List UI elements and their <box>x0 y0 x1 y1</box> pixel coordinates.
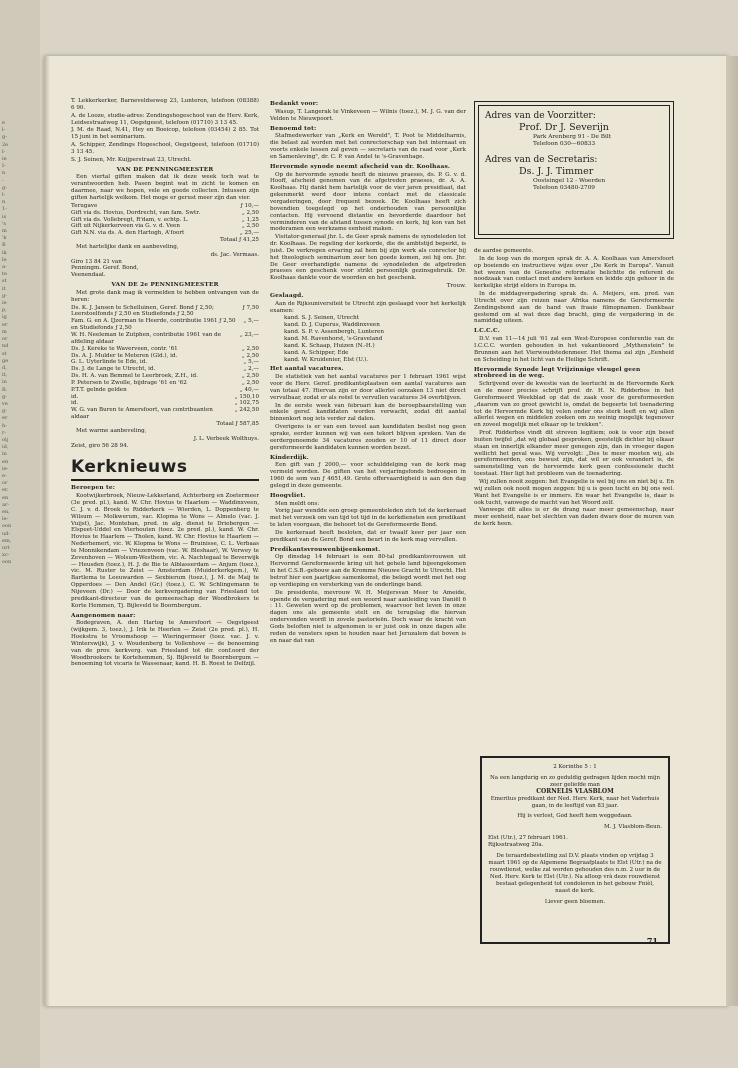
donation-desc: Ds. A. J. Mulder te Meteren (Gld.), id. <box>71 352 178 359</box>
donation-desc: Ds. J. Kereke te Waverveen, contr. '61 <box>71 345 178 352</box>
death-intro: Na een langdurig en zo geduldig gedragen lijden mocht mijn zeer geliefde man <box>489 774 660 788</box>
bleed-fragment: g- <box>2 184 7 191</box>
donation-row <box>71 223 259 230</box>
donation-row <box>71 387 259 394</box>
bleed-fragment: oij <box>2 436 9 443</box>
bleed-fragment: h- <box>2 422 7 429</box>
bleed-fragment: I- <box>2 163 6 170</box>
hoogvliet-heading: Hoogvliet. <box>270 492 306 499</box>
synode-heading: Hervormde synode neemt afscheid van dr. Koolhaas. <box>270 163 451 170</box>
donation-amount: „ 2,50 <box>241 373 259 380</box>
bleed-fragment: B <box>2 242 6 249</box>
bleed-fragment: ik <box>2 249 7 256</box>
secretaris-street: Oostsingel 12 - Woerden <box>533 178 606 184</box>
donation-row <box>71 346 259 353</box>
benoemd-heading: Benoemd tot: <box>270 125 317 132</box>
donation-desc: id. <box>71 400 79 407</box>
bleed-fragment: er. <box>2 487 9 494</box>
secretaris-name: Ds. J. J. Timmer <box>519 166 594 177</box>
bleed-fragment: n <box>2 199 6 206</box>
donation-desc: Terugave <box>71 202 98 209</box>
bleed-fragment: ud- <box>2 530 11 537</box>
donation-row <box>71 407 259 421</box>
column-2 <box>270 98 466 998</box>
vacatures-para-2: In de eerste week van februari kan de beroepbaarstelling van enkele geref. kandidaten worden verwacht, zodat dit aantal binnenkort nog iets verder zal dalen. <box>270 402 466 423</box>
donation-desc: Ds. H. A. van Bemmel te Leerbroek, Z.H., id. <box>71 373 198 380</box>
voorzitter-name: Prof. Dr J. Severijn <box>519 122 609 133</box>
bleed-fragment: or <box>2 336 8 343</box>
donation-desc: Gift uit Nijkerkerveen via G. v. d. Veen <box>71 223 180 230</box>
donation-amount: „ 5,— <box>243 359 259 366</box>
synode-para-1: Op de hervormde synode heeft de nieuwe praeses, ds. P. G. v. d. Hooff, afscheid genomen van de afgetreden praeses, dr. A. A. Koolhaas. Hij dankt hem hartelijk voor de vier jaren presidiaat, dat gekenmerkt werd door intens contact met de classicale vergaderingen, door frequent bezoek. Dr. Koolhaas heeft zich bovendien toegelegd op het onderhouden van persoonlijke contacten. Hij vervoend distantie en bevorderde daardoor het verminderen van de afstand tussen synode en kerk, hij kon van het moderamen een werkzame eenheid maken. <box>270 171 466 233</box>
geslaagd-list <box>270 315 466 363</box>
bleed-fragment: em, <box>2 537 12 544</box>
death-widow: M. J. Vlasblom-Beun. <box>603 824 662 831</box>
bleed-fragment: st <box>2 278 7 285</box>
donation-row <box>71 380 259 387</box>
address-box <box>474 101 674 239</box>
bleed-fragment: xc- <box>2 552 10 559</box>
bleed-fragment: ie <box>2 156 7 163</box>
bleed-fragment: id, <box>2 444 9 451</box>
donation-desc: id. <box>71 393 79 400</box>
bleed-fragment: urt <box>2 544 10 551</box>
donation-row <box>71 217 259 224</box>
bleed-fragment: l- <box>2 148 6 155</box>
bleed-fragment: e- <box>2 472 7 479</box>
newspaper-page <box>44 56 728 1006</box>
bleed-fragment: 1- <box>2 206 7 213</box>
bleed-fragment: er <box>2 321 8 328</box>
bedankt-text: Wasup, T. Langerak te Vinkeveen — Wilnis (toez.), M. J. G. van der Velden te Nieuwpoort. <box>270 108 466 122</box>
bleed-fragment: in <box>2 451 7 458</box>
giro-line: Giro 13 84 21 van <box>71 258 122 265</box>
bleed-fragment: ie <box>2 300 7 307</box>
donation-desc: W. G. van Buren te Amersfoort, van contribuanten aldaar <box>71 407 213 421</box>
donation-amount: „ 40,— <box>239 386 259 393</box>
address-entry: A. de Looze, studie-adres: Zendingshogeschool van de Herv. Kerk, Leidsestraatweg 11, Oegstgeest, telefoon (01710) 3 13 45. <box>71 112 259 126</box>
vacatures-para-1: De statistiek van het aantal vacatures per 1 februari 1961 wijst voor de Herv. Geref. predikantsplaatsen een aantal vacatures aan van totaal 47. Hiervan zijn er door allerlei oorzaken 13 niet direct vervulbaar, zodat er als reëel te vervullen vacatures 34 overblijven. <box>270 374 466 401</box>
donation-row <box>71 305 259 319</box>
bleed-fragment: n <box>2 170 6 177</box>
vleugel-para-2: Prof. Ridderbos vindt dit streven legitiem; ook is voor zijn besef buiten twijfel „dat wij globaal gesproken, geestelijk dichter bij elkaar staan en innerlijk elkander meer genegen zijn, dan in vroeger dagen wellicht het geval was. Wij vervolgt: „Des te meer moeten wij, als gereformeerden, ons bewust zijn, dat wil er ook verandert is, de samenstelling van de hervormde kerk geen confessionele ducht toestaat. Hier ligt het probleem van de toenadering. <box>474 430 674 478</box>
hoogvliet-para-2: De kerkeraad heeft besloten, dat er twaalf keer per jaar een predikant van de Geref. Bond een beurt in de kerk mag vervullen. <box>270 529 466 543</box>
penningmeester2-total: Totaal ƒ 587,85 <box>216 420 259 427</box>
predikants-para-2: De presidente, mevrouw W. H. Meijersvan Meer te Ameide, opende de vergadering met een woord naar aanleiding van Daniël 6 : 11. Geweten werd op de problemen, waarvoor het leven in onze dagen ons als gemeente stelt en de terugslag die hiervan ondervonden wordt in zovele pastorieën. Doch waar de kracht van Gods beloften niet is afgenomen is er juist ook in onze dagen alle reden de vensters open te houden naar het Jeruzalem dat boven is en naar dat van <box>270 589 466 644</box>
donation-desc: Ds. K. J. Jansen te Schelluinen, Geref. Bond ƒ 2,50; Leerstoelfonds ƒ 2,50 en Studiefonds ƒ 2,50 <box>71 304 214 318</box>
donation-desc: Fam. G. en A. IJzerman te Heerde, contributie 1961 ƒ 2,50 en Studiefonds ƒ 2,50 <box>71 318 236 332</box>
bleed-fragment: 'k <box>2 235 7 242</box>
page-gutter-shadow <box>44 56 50 1006</box>
bleed-fragment: or <box>2 480 8 487</box>
death-closing: Liever geen bloemen. <box>544 898 606 905</box>
donation-row <box>71 353 259 360</box>
adjacent-page-bleed <box>0 0 40 1068</box>
penningmeester2-intro: Met grote dank mag ik vermelden te hebben ontvangen van de heren: <box>71 289 259 303</box>
donation-desc: Gift via ds. Vollebregt, R'dam, v. echtp. L. <box>71 216 189 223</box>
penningmeester2-signer: J. L. Verbeek Wolthuys. <box>193 435 259 442</box>
donation-desc: P.T.T. gelnde gelden <box>71 386 127 393</box>
bleed-fragment: 's <box>2 220 6 227</box>
bleed-fragment: B. <box>2 386 8 393</box>
donation-amount: „ 23,— <box>239 332 259 338</box>
geslaagd-item: kand. S. P. v. Assenbergh, Lunteren <box>284 329 384 336</box>
kinderdijk-heading: Kinderdijk. <box>270 454 309 461</box>
bleed-fragment: l- <box>2 127 6 134</box>
donation-row <box>71 366 259 373</box>
voorzitter-phone: Telefoon 030—60833 <box>533 141 596 147</box>
bleed-fragment: oon <box>2 523 12 530</box>
donation-amount: „ 5,— <box>243 318 259 325</box>
bleed-fragment: l- <box>2 192 6 199</box>
penningmeester2-giro: Zeist, giro 56 28 94. <box>71 442 129 449</box>
penningmeester-rows <box>71 203 259 237</box>
vleugel-para-1: Schrijvend over de kwestie van de leertucht in de Hervormde Kerk en de meer precies schrijft prof. dr. H. N. Ridderbos in het Gereformeerd Weekblad op dat de zaak voor de gereformeerden „daarom van zo groot gewicht is, omdat de begeerte tot toenadering tot de Hervormde Kerk bij velen onder ons sterk leeft en wij allen allerlei wegen en middelen zoeken om zo weinig mogelijk tegenover en zoveel mogelijk met elkaar op te trekken". <box>474 381 674 429</box>
bleed-fragment: er <box>2 415 8 422</box>
address-entry: S. J. Seinen, Mr. Kuijperstraat 23, Utrecht. <box>71 156 192 163</box>
beroepen-heading: Beroepen te: <box>71 485 116 492</box>
bleed-fragment: p, <box>2 307 7 314</box>
vacatures-heading: Het aantal vacatures. <box>270 366 344 373</box>
aangenomen-heading: Aangenomen naar: <box>71 612 136 619</box>
geslaagd-item: kand. S. J. Seinen, Utrecht <box>284 315 359 322</box>
geslaagd-heading: Geslaagd. <box>270 292 304 299</box>
secretaris-phone: Telefoon 03480-2709 <box>533 185 595 191</box>
donation-desc: P. Petersen te Zwolle, bijdrage '61 en '62 <box>71 379 187 386</box>
aangenomen-text: Bodegraven, A. den Hartog te Amersfoort — Oegstgeest (wijkgem. 3, toez.), J. Irik te Heerlen — Zeist (2e pred. pl.), H. Hoekstra te Vroomshoop — Wieringermeer (toez. vac. J. v. Winterswijk), J. v. Woudenberg te Vollenhove — de benoeming van de prov. kerkverg. van Friesland tot dir. conf.oord der Woodbrookers te Kortehemmen, Sj. Bijleveld te Boornbergum — benoeming tot vicaris te Wassenaar, kand. H. B. Roest te Delfzijl. <box>71 620 259 668</box>
geslaagd-item: kand. M. Ravenhorst, 's-Graveland <box>284 336 383 342</box>
kerknieuws-rule <box>71 479 259 481</box>
predikants-para-1: Op dinsdag 14 februari is een 80-tal predikantsvrouwen uit Hervormd Gereformeerde kring uit het gehele land bijeengekomen in het C.S.B.-gebouw aan de Kromme Nieuwe Gracht te Utrecht. Het betrof hier een jaarlijkse samenkomst, die belegd wordt met het oog op verdieping en versterking van de onderlinge band. <box>270 554 466 588</box>
donation-amount: ƒ 10,— <box>240 202 259 209</box>
geslaagd-item: kand. K. Schaap, Huizen (N.-H.) <box>284 342 375 349</box>
donation-amount: „ 2,50 <box>241 345 259 352</box>
donation-amount: „ 1,25 <box>241 216 259 223</box>
bleed-fragment: m <box>2 228 7 235</box>
synode-para-2: Visitator-generaal jhr. L. de Geer sprak namens de synodeleden tot dr. Koolhaas. De regeling der kerkorde, die de ambtstijd beperkt, is juist. De verkregen ervaring zal hem bij zijn werk als conrector bij het theologisch seminarium zeer ten goede komen, zei hij om. Jhr. De Geer overhandigde namens de synodeleden de afgetreden praeses een geschenk voor strikt persoonlijk gezinsgebruik. Dr. Koolhaas dankte voor de woorden en het geschenk. <box>270 234 466 282</box>
secretaris-title: Adres van de Secretaris: <box>485 155 598 165</box>
cont-para-3: In de middagvergadering sprak ds. A. Meijers, em. pred. van Utrecht over zijn reizen naar Afrika namens de Gereformeerde Zendingsbond aan de hand van fraaie filmopnamen. Dankbaar gestemd om al wat deze dag bracht, ging de vergadering in de namiddag uiteen. <box>474 291 674 325</box>
geslaagd-item: kand. W. Kruidenier, Elst (U.). <box>284 356 369 363</box>
bleed-fragment: te <box>2 271 7 278</box>
address-entry: J. M. de Raad, N.41, Hey en Boeicop, telefoon (03454) 2 85. Tot 15 juni in het seminarium. <box>71 127 259 141</box>
iccc-text: D.V. van 11—14 juli '61 zal een West-Europese conferentie van de I.C.C.C. worden gehouden in het vakantieoord „Mythenstein" te Brunnen aan het Vierwoudstedenmeer. Het thema zal zijn „Eenheid en Scheiding in het licht van de Heilige Schrift. <box>474 336 674 363</box>
beroepen-text: Kootwijkerbroek, Nieuw-Lekkerland, Achterberg en Zoetermeer (3e pred. pl.), kand. W. Chr. Hovius te Haarlem — Waddinxveen, C. J. v. d. Broek te Ridderkerk — Wierden, L. Doppenberg te Wilsum — Molkwerum, vac. Klopma te Wons — Almelo (vac. J. Vuijst), Jac. Monteban, pred. in alg. dienst te Driebergen — Elspeet-Uddel en Vierhouten (toez. 2e pred. pl.), kand. W. Chr. Hovius te Haarlem — Tholen, kand. W. Chr. Hovius te Haarlem — Nederhemert, vic. W. Klopma te Wons — Bruinisse, C. L. Verbaas te Monnikendam — Vriezenveen (vac. W. Bleshaar), W. Verwey te Zevenhoven — Wolsum-Westhem, vic. A. Nachtegaal te Beverwijk — Heusden (toez.), H. J. de Bie te Alblasserdam — Anjum (toez.), vic. M. Ruster te Zeist — Amsterdam (Muiderkerkgem.), W. Bartlema te Leeuwarden — Sexbierum (toez.), J. M. de Maij te Opperdoes — Den Andel (Gr.) (toez.), C. W. Schlingemann te Nijeveen (Dr.) — Door de kerkvergadering van Friesland tot predikant-directeur van de gemeenschap der Woodbrokers te Korte Hemmen, Tj. Bijleveld te Boornbergum. <box>71 493 259 609</box>
bleed-fragment: en <box>2 458 9 465</box>
penningmeester2-thanks: Met warme aanbeveling, <box>76 427 147 434</box>
column-1 <box>71 98 259 998</box>
bleed-fragment: a- <box>2 264 7 271</box>
vacatures-para-3: Overigens is er van een teveel aan kandidaten beslist nog geen sprake, eerder kunnen wij van een tekort blijven spreken. Van de eerdergenoemde 34 vacatures zouden er 10 of 11 direct door gereformeerde kandidaten kunnen worden bezet. <box>270 424 466 451</box>
donation-row <box>71 359 259 366</box>
bleed-fragment: g- <box>2 134 7 141</box>
address-list <box>71 98 259 164</box>
death-quote: Hij is verlost, God heeft hem weggedaan. <box>517 813 633 820</box>
donation-desc: G. L. Uyterlinde te Ede, id. <box>71 359 148 366</box>
cont-para-2: In de loop van de morgen sprak dr. A. A. Koolhaas van Amersfoort op boeiende en instructieve wijze over „De Kerk in Europa". Vanuit het wezen van de Geneefse reformatie belichtte de referent de noodzaak van contact met andere kerken en leidde zijn gehoor in de kerkelijke strijd elders in Europa in. <box>474 255 674 290</box>
donation-amount: „ 2,— <box>243 366 259 373</box>
address-entry: T. Lekkerkerker, Barneveldseweg 23, Lunteren, telefoon (08388) 6 90. <box>71 98 259 111</box>
bleed-fragment: it <box>2 285 6 292</box>
donation-amount: „ 2,50 <box>241 223 259 230</box>
penningmeester-thanks: Met hartelijke dank en aanbeveling, <box>76 243 179 250</box>
bleed-fragment: ar- <box>2 501 10 508</box>
penningmeester-intro: Een viertal giften maken dat ik deze week toch wat te verantwoorden heb. Pasen begint wat in zicht te komen en daarmee, naar we hopen, vele en goede collecten. Intussen zijn giften hartelijk welkom. Het moge er gerust meer zijn dan vier. <box>71 174 259 201</box>
voorzitter-title: Adres van de Voorzitter: <box>485 111 596 121</box>
donation-amount: „ 150,10 <box>234 393 259 400</box>
penningmeester2-heading: VAN DE 2e PENNINGMEESTER <box>111 282 219 289</box>
vleugel-para-4: Vanwege dit alles is er de drang naar meer gemeenschap, naar meer eenheid, naar het slechten van daden dwars door de muren van de kerk heen. <box>474 507 674 528</box>
donation-amount: „ 2,50 <box>241 352 259 359</box>
penningmeester-signer: ds. Jac. Vermaas. <box>210 251 259 258</box>
bedankt-heading: Bedankt voor: <box>270 101 319 107</box>
address-entry: A. Schipper, Zendings Hogeschool, Oegstgeest, telefoon (01710) 3 13 45. <box>71 142 259 155</box>
death-verse: 2 Korinthe 5 : 1 <box>553 764 597 770</box>
bleed-fragment: 2e <box>2 141 9 148</box>
page-number: 71 <box>646 936 658 946</box>
penningmeester-giro <box>71 259 259 280</box>
donation-row <box>71 230 259 237</box>
hoogvliet-sub: Men meldt ons: <box>275 500 320 507</box>
donation-row <box>71 203 259 210</box>
donation-desc: Ds. J. de Lange te Utrecht, id. <box>71 366 156 373</box>
death-desc: Emeritus predikant der Ned. Herv. Kerk, naar het Vaderhuis gaan, in de leeftijd van 83 jaar. <box>490 795 660 809</box>
penningmeester2-rows <box>71 305 259 421</box>
bleed-fragment: e <box>2 120 5 126</box>
bleed-fragment: g- <box>2 292 7 299</box>
kerknieuws-masthead <box>71 457 259 481</box>
vleugel-para-3: Wij zullen nooit zeggen: het Evangelie is wel bij ons en niet bij u. En wij zullen ook nooit mogen zeggen: bij u is geen tucht en bij ons wel. Want het Evangelie is er immers. En waar het Evangelie is, daar is ook tucht, vanwege de macht van het Woord zelf. <box>474 479 674 506</box>
donation-amount: „ 102,75 <box>234 400 259 407</box>
cont-para-1: de aardse gemeente. <box>474 248 534 254</box>
bleed-fragment: it, <box>2 372 8 379</box>
bleed-fragment: en <box>2 494 9 501</box>
bleed-fragment: st <box>2 350 7 357</box>
kerknieuws-title: Kerknieuws <box>71 457 188 478</box>
donation-row <box>71 394 259 401</box>
geslaagd-item: kand. D. J. Cuperus, Waddinxveen <box>284 322 380 329</box>
bleed-fragment: g- <box>2 408 7 415</box>
donation-desc: Gift via ds. Hovius, Dordrecht, van fam. Swtr. <box>71 209 201 216</box>
bleed-fragment: ge <box>2 357 9 364</box>
bleed-fragment: en, <box>2 508 10 515</box>
geslaagd-intro: Aan de Rijksuniversiteit te Utrecht zijn geslaagd voor het kerkelijk examen: <box>270 300 466 314</box>
predikants-heading: Predikantsvrouwenbijeenkomst. <box>270 546 381 553</box>
bleed-fragment: ie- <box>2 465 9 472</box>
bleed-fragment: nd <box>2 343 9 350</box>
donation-amount: „ 2,50 <box>241 379 259 386</box>
bleed-fragment: ig <box>2 314 7 321</box>
bleed-fragment: g- <box>2 393 7 400</box>
donation-row <box>71 400 259 407</box>
giro-line: Veenendaal. <box>71 272 106 279</box>
bleed-fragment: d, <box>2 364 7 371</box>
donation-amount: „ 2,50 <box>241 209 259 216</box>
donation-row <box>71 210 259 217</box>
page-right-edge <box>726 56 738 1006</box>
synode-signature: Trouw. <box>446 283 466 290</box>
death-name: CORNELIS VLASBLOM <box>536 787 614 795</box>
bleed-fragment: is <box>2 213 7 220</box>
giro-line: Penningm. Geref. Bond, <box>71 265 139 272</box>
benoemd-text: Stafmedewerker van „Kerk en Wereld", T. Poot te Middelharnis, die belast zal worden met het conrectorschap van het internaat en voorts enkele lessen zal geven — secretaris van de raad voor „Kerk en Samenleving", dr. C. P. van Andel te 's-Gravenhage. <box>270 133 466 160</box>
death-place: Elst (Utr.), 27 februari 1961. <box>488 835 568 842</box>
vleugel-heading: Hervormde Synode legt Vrijzinnige vleugel geen strobreed in de weg. <box>474 366 641 380</box>
donation-row <box>71 373 259 380</box>
geslaagd-item: kand. A. Schipper, Ede <box>284 349 349 356</box>
bleed-fragment: le <box>2 256 7 263</box>
donation-row <box>71 332 259 346</box>
iccc-heading: I.C.C.C. <box>474 328 500 335</box>
penningmeester-heading: VAN DE PENNINGMEESTER <box>116 166 214 173</box>
bleed-fragment: r- <box>2 429 7 436</box>
voorzitter-street: Park Arenberg 91 - De Bilt <box>533 134 612 140</box>
donation-amount: ƒ 7,50 <box>242 304 259 311</box>
donation-desc: W. H. Neeleman te Zutphen, contributie 1961 van de afdeling aldaar <box>71 332 222 345</box>
bleed-fragment: - <box>2 177 4 184</box>
bleed-fragment: le- <box>2 516 9 523</box>
bleed-fragment: m <box>2 328 7 335</box>
address-box-inner <box>478 105 670 235</box>
death-address: Rijksstraatweg 20a. <box>488 842 544 849</box>
donation-desc: Gift N.N. via ds. A. den Hartogh, A'foort <box>71 230 185 237</box>
donation-row <box>71 318 259 332</box>
bleed-fragment: ve <box>2 400 8 407</box>
hoogvliet-para-1: Vorig jaar wendde een groep gemeenteleden zich tot de kerkeraad met het verzoek om van tijd tot tijd in de kerkdiensten een predikant te laten voorgaan, die behoort tot de Gereformeerde Bond. <box>270 508 466 529</box>
death-funeral: De teraardebestelling zal D.V. plaats vinden op vrijdag 3 maart 1961 op de Algemene Begraafplaats te Elst (Utr.) na de rouwdienst, welke zal worden gehouden des n.m. 2 uur in de Ned. Herv. Kerk te Elst (Utr.). Na afloop vrà deze rouwdienst bestaat gelegenheid tot condoleren in het gebouw Fnièl, naast de kerk. <box>488 853 662 894</box>
donation-amount: „ 25,— <box>239 230 259 237</box>
donation-amount: „ 242,50 <box>234 407 259 414</box>
kinderdijk-text: Een gift van ƒ 2000,— voor schulddelging van de kerk mag vermeld worden. De giften van het verjaringsfonds bedroegen in 1960 de som van ƒ 4651,49. Grote offervaardigheid is aan den dag gelegd in deze gemeente. <box>270 462 466 489</box>
death-notice <box>480 756 670 944</box>
penningmeester-total: Totaal ƒ 41,25 <box>219 237 259 244</box>
bleed-fragment: oon <box>2 559 12 566</box>
bleed-fragment: in <box>2 379 7 386</box>
